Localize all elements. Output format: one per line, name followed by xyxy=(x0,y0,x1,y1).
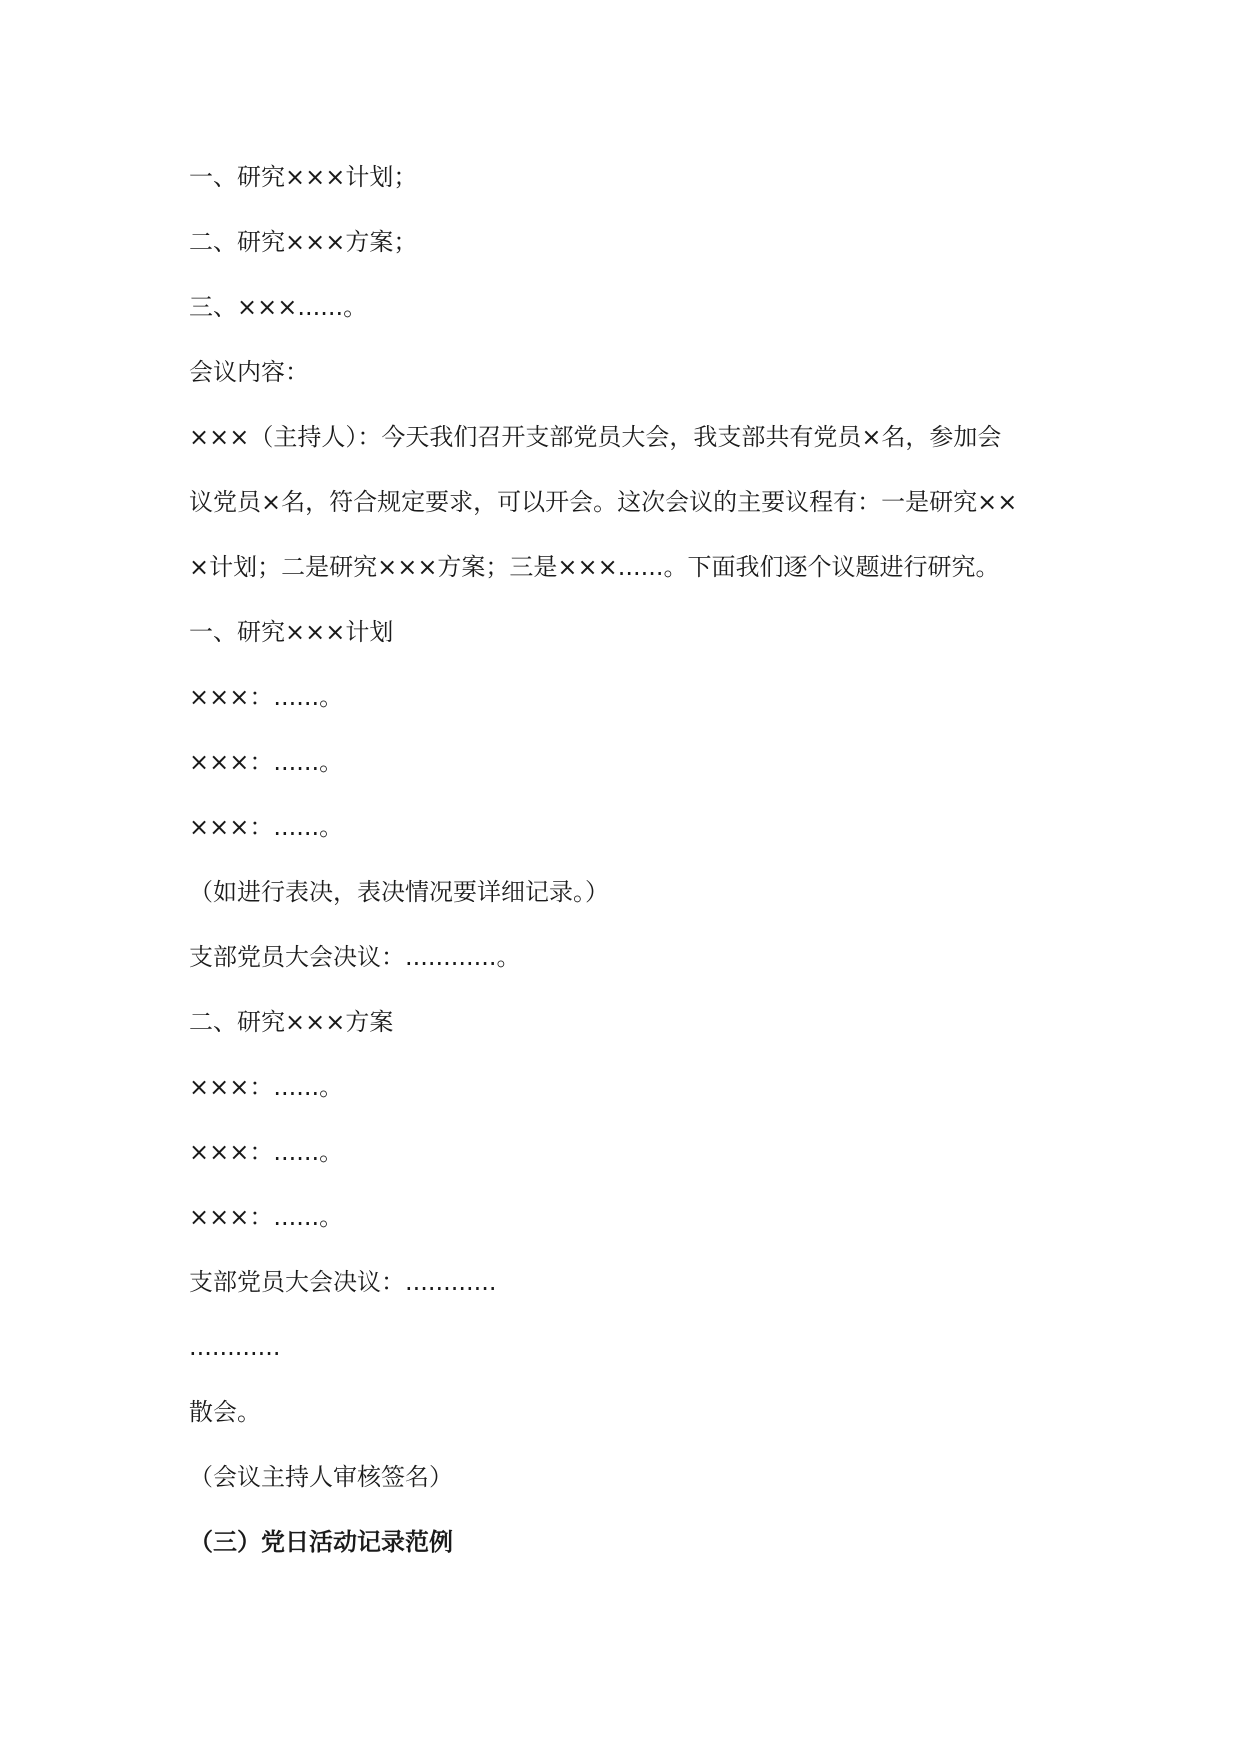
topic-1-resolution: 支部党员大会决议：............。 xyxy=(189,943,521,971)
topic-1-remark-1: ×××：......。 xyxy=(189,683,344,711)
document-body xyxy=(189,162,1059,1592)
host-speech-line-1: ×××（主持人）：今天我们召开支部党员大会，我支部共有党员×名，参加会 xyxy=(189,423,1002,451)
topic-1-remark-3: ×××：......。 xyxy=(189,813,344,841)
topic-2-resolution: 支部党员大会决议：............ xyxy=(189,1268,497,1296)
host-signature-note: （会议主持人审核签名） xyxy=(189,1463,453,1491)
topic-1-heading: 一、研究×××计划 xyxy=(189,618,394,646)
host-speech-line-3: ×计划；二是研究×××方案；三是×××......。下面我们逐个议题进行研究。 xyxy=(189,553,1000,581)
topic-2-remark-1: ×××：......。 xyxy=(189,1073,344,1101)
section-heading: （三）党日活动记录范例 xyxy=(189,1528,453,1556)
agenda-item-2: 二、研究×××方案； xyxy=(189,228,418,256)
topic-1-remark-2: ×××：......。 xyxy=(189,748,344,776)
topic-2-heading: 二、研究×××方案 xyxy=(189,1008,394,1036)
topic-2-remark-2: ×××：......。 xyxy=(189,1138,344,1166)
resolution-continuation: ............ xyxy=(189,1333,281,1361)
agenda-item-1: 一、研究×××计划； xyxy=(189,163,418,191)
meeting-content-label: 会议内容： xyxy=(189,358,309,386)
agenda-item-3: 三、×××......。 xyxy=(189,293,368,321)
vote-note: （如进行表决，表决情况要详细记录。） xyxy=(189,878,609,906)
topic-2-remark-3: ×××：......。 xyxy=(189,1203,344,1231)
adjournment: 散会。 xyxy=(189,1398,261,1426)
host-speech-line-2: 议党员×名，符合规定要求，可以开会。这次会议的主要议程有：一是研究×× xyxy=(189,488,1018,516)
